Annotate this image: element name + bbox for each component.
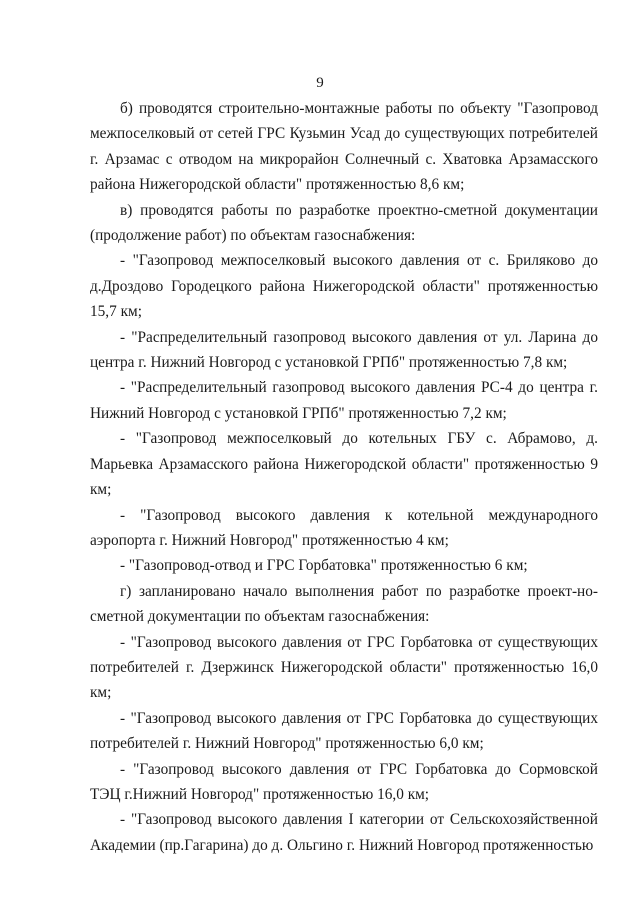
list-item-gorbatovka-branch: - "Газопровод-отвод и ГРС Горбатовка" протяженностью 6 км; <box>120 557 528 575</box>
list-item-dzerzhinsk-pipeline: - "Газопровод высокого давления от ГРС Горбатовка от существующих потребителей г. Дзержинск Нижегородской области" протяженностью 16,0 км; <box>90 633 598 702</box>
list-item-sormovo-pipeline: - "Газопровод высокого давления от ГРС Горбатовка до Сормовской ТЭЦ г.Нижний Новгород" протяженностью 16,0 км; <box>90 760 598 803</box>
paragraph-v-design-works: в) проводятся работы по разработке проектно-сметной документации (продолжение работ) по объектам газоснабжения: <box>90 201 598 245</box>
paragraph-b-construction: б) проводятся строительно-монтажные работы по объекту "Газопровод межпоселковый от сетей ГРС Кузьмин Усад до существующих потребителей г. Арзамас с отводом на микрорайон Солнечный с. Хватовка Арзамасского района Нижегородской области" протяженностью 8,6 км; <box>90 100 598 194</box>
list-item-olgino-pipeline: - "Газопровод высокого давления I категории от Сельскохозяйственной Академии (пр.Гагарина) до д. Ольгино г. Нижний Новгород протяженностью <box>90 811 598 854</box>
list-item-abramovo-pipeline: - "Газопровод межпоселковый до котельных ГБУ с. Абрамово, д. Марьевка Арзамасского района Нижегородской области" протяженностью 9 км; <box>90 430 598 499</box>
list-item-airport-pipeline: - "Газопровод высокого давления к котельной международного аэропорта г. Нижний Новгород" протяженностью 4 км; <box>90 506 598 549</box>
document-body <box>90 96 598 858</box>
list-item-brilyakovo-pipeline: - "Газопровод межпоселковый высокого давления от с. Бриляково до д.Дроздово Городецкого района Нижегородской области" протяженностью 15,7 км; <box>90 252 598 321</box>
paragraph-g-planned-works: г) запланировано начало выполнения работ по разработке проект-но-сметной документации по объектам газоснабжения: <box>90 582 598 626</box>
list-item-nizhny-novgorod-pipeline: - "Газопровод высокого давления от ГРС Горбатовка до существующих потребителей г. Нижний Новгород" протяженностью 6,0 км; <box>90 709 598 753</box>
list-item-rs4-pipeline: - "Распределительный газопровод высокого давления РС-4 до центра г. Нижний Новгород с установкой ГРПб" протяженностью 7,2 км; <box>90 379 598 422</box>
list-item-larina-pipeline: - "Распределительный газопровод высокого давления от ул. Ларина до центра г. Нижний Новгород с установкой ГРПб" протяженностью 7,8 км; <box>90 328 598 372</box>
page-number: 9 <box>316 75 324 91</box>
